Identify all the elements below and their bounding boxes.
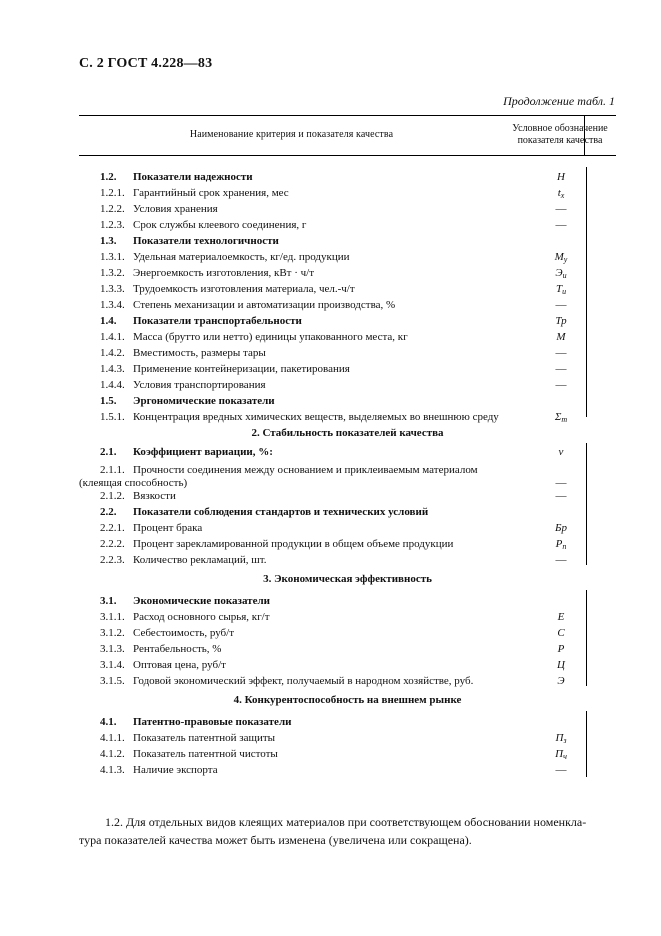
row-label: Коэффициент вариации, %: (133, 446, 273, 458)
symbol-subscript: у (563, 255, 568, 264)
row-label: Патентно-правовые показатели (133, 716, 292, 728)
row-label: Применение контейнеризации, пакетирования (133, 363, 350, 375)
row-symbol (537, 490, 585, 503)
table-continuation-label: Продолжение табл. 1 (503, 94, 615, 108)
row-label: Годовой экономический эффект, получаемый в народном хозяйстве, руб. (133, 675, 474, 687)
row-number: 3.1. (100, 595, 117, 607)
symbol-subscript: з (563, 736, 567, 745)
row-label: Количество рекламаций, шт. (133, 554, 267, 566)
symbol-main: П (555, 748, 564, 760)
symbol-main: С (557, 627, 565, 639)
symbol-main: П (555, 732, 564, 744)
row-symbol (537, 171, 585, 184)
symbol-main: — (555, 554, 567, 566)
row-label: Оптовая цена, руб/т (133, 659, 226, 671)
row-number: 1.2. (100, 171, 117, 183)
symbol-main: Н (557, 171, 565, 183)
row-number: 3.1.2. (100, 627, 125, 639)
row-number: 1.4. (100, 315, 117, 327)
row-number: 4.1.2. (100, 748, 125, 760)
row-label: Условия транспортирования (133, 379, 266, 391)
row-symbol (537, 315, 585, 328)
row-symbol (537, 627, 585, 640)
symbol-main: Тр (555, 315, 567, 327)
row-number: 1.2.2. (100, 203, 125, 215)
column-divider (586, 443, 587, 565)
footnote-paragraph (79, 813, 616, 849)
table-top-rule (79, 115, 616, 116)
column-divider (586, 167, 587, 417)
row-symbol (537, 203, 585, 216)
symbol-main: — (555, 477, 567, 489)
row-number: 1.4.1. (100, 331, 125, 343)
column-header-symbol-line2: показателя качества (517, 135, 603, 146)
row-number: 1.3.4. (100, 299, 125, 311)
symbol-subscript: и (562, 287, 567, 296)
symbol-main: — (555, 490, 567, 502)
row-number: 4.1. (100, 716, 117, 728)
row-symbol (537, 251, 585, 264)
row-label: Энергоемкость изготовления, кВт · ч/т (133, 267, 315, 279)
symbol-main: — (555, 219, 567, 231)
row-label: Вязкости (133, 490, 176, 502)
symbol-main: — (555, 299, 567, 311)
row-label: Рентабельность, % (133, 643, 222, 655)
row-label: Срок службы клеевого соединения, г (133, 219, 307, 231)
row-symbol (537, 363, 585, 376)
column-divider (586, 711, 587, 777)
row-number: 1.3.1. (100, 251, 125, 263)
row-symbol (537, 643, 585, 656)
row-symbol (537, 675, 585, 688)
row-label: Гарантийный срок хранения, мес (133, 187, 289, 199)
symbol-subscript: ч (563, 752, 567, 761)
row-number: 1.4.3. (100, 363, 125, 375)
row-number: 3.1.5. (100, 675, 125, 687)
symbol-main: Э (555, 267, 563, 279)
row-label: Показатели надежности (133, 171, 253, 183)
row-symbol (537, 732, 585, 745)
page-header: С. 2 ГОСТ 4.228—83 (79, 56, 213, 71)
row-number: 1.3. (100, 235, 117, 247)
row-number: 3.1.3. (100, 643, 125, 655)
row-label: Расход основного сырья, кг/т (133, 611, 270, 623)
row-label-continuation: (клеящая способность) (79, 477, 188, 489)
symbol-main: Р (557, 643, 565, 655)
column-header-symbol-line1: Условное обозначение (512, 123, 608, 134)
row-label: Трудоемкость изготовления материала, чел.-ч/т (133, 283, 355, 295)
symbol-main: Р (555, 538, 563, 550)
row-number: 2.1. (100, 446, 117, 458)
row-symbol (537, 267, 585, 280)
symbol-main: Э (557, 675, 565, 687)
symbol-main: Ц (557, 659, 565, 671)
symbol-main: М (556, 331, 566, 343)
row-symbol (537, 477, 585, 490)
symbol-subscript: и (562, 271, 567, 280)
row-label: Процент брака (133, 522, 203, 534)
row-label: Степень механизации и автоматизации производства, % (133, 299, 396, 311)
row-symbol (537, 522, 585, 535)
row-number: 1.4.2. (100, 347, 125, 359)
section-title: 4. Конкурентоспособность на внешнем рынке (233, 694, 462, 706)
row-number: 1.4.4. (100, 379, 125, 391)
row-number: 2.2.1. (100, 522, 125, 534)
row-symbol (537, 347, 585, 360)
row-number: 2.2. (100, 506, 117, 518)
row-label: Показатель патентной чистоты (133, 748, 278, 760)
symbol-subscript: т (561, 415, 568, 424)
row-symbol (537, 611, 585, 624)
row-number: 1.5. (100, 395, 117, 407)
symbol-main: — (555, 379, 567, 391)
row-label: Себестоимость, руб/т (133, 627, 235, 639)
row-label: Показатели технологичности (133, 235, 279, 247)
symbol-subscript: п (562, 542, 567, 551)
row-number: 2.1.1. (100, 464, 125, 476)
row-label: Условия хранения (133, 203, 218, 215)
row-label: Экономические показатели (133, 595, 270, 607)
footnote-line: тура показателей качества может быть изменена (увеличена или сокращена). (79, 833, 472, 847)
symbol-main: — (555, 764, 567, 776)
row-symbol (537, 659, 585, 672)
section-title: 2. Стабильность показателей качества (251, 427, 444, 439)
row-label: Эргономические показатели (133, 395, 275, 407)
row-label: Масса (брутто или нетто) единицы упакованного места, кг (133, 331, 408, 343)
symbol-main: t (557, 187, 561, 199)
row-number: 1.2.3. (100, 219, 125, 231)
row-symbol (537, 219, 585, 232)
row-label: Прочности соединения между основанием и приклеиваемым материалом (133, 464, 478, 476)
symbol-main: — (555, 347, 567, 359)
symbol-main: Т (555, 283, 563, 295)
row-number: 4.1.1. (100, 732, 125, 744)
row-number: 2.2.3. (100, 554, 125, 566)
table-header-rule (79, 155, 616, 156)
row-label: Удельная материалоемкость, кг/ед. продукции (133, 251, 350, 263)
row-number: 2.1.2. (100, 490, 125, 502)
row-symbol (537, 187, 585, 200)
symbol-main: М (554, 251, 564, 263)
row-symbol (537, 331, 585, 344)
column-header-symbol (504, 123, 616, 147)
row-label: Вместимость, размеры тары (133, 347, 266, 359)
row-symbol (537, 764, 585, 777)
symbol-main: Е (557, 611, 565, 623)
row-number: 4.1.3. (100, 764, 125, 776)
row-symbol (537, 748, 585, 761)
row-number: 1.3.2. (100, 267, 125, 279)
column-header-name: Наименование критерия и показателя качества (189, 129, 394, 140)
row-label: Наличие экспорта (133, 764, 218, 776)
symbol-main: — (555, 363, 567, 375)
column-divider (586, 590, 587, 686)
row-symbol (537, 379, 585, 392)
row-label: Показатели транспортабельности (133, 315, 302, 327)
row-symbol (537, 554, 585, 567)
row-label: Показатели соблюдения стандартов и технических условий (133, 506, 429, 518)
symbol-main: Σ (554, 411, 562, 423)
row-number: 2.2.2. (100, 538, 125, 550)
row-number: 1.2.1. (100, 187, 125, 199)
symbol-main: v (558, 446, 564, 458)
row-symbol (537, 283, 585, 296)
footnote-line: 1.2. Для отдельных видов клеящих материалов при соответствующем обосновании номенкла- (105, 815, 587, 829)
symbol-main: — (555, 203, 567, 215)
row-label: Процент зарекламированной продукции в общем объеме продукции (133, 538, 454, 550)
row-symbol (537, 299, 585, 312)
row-label: Показатель патентной защиты (133, 732, 276, 744)
symbol-main: Бр (555, 522, 567, 534)
row-symbol (537, 446, 585, 459)
row-number: 3.1.1. (100, 611, 125, 623)
row-symbol (537, 538, 585, 551)
row-label: Концентрация вредных химических веществ, выделяемых во внешнюю среду (133, 411, 499, 423)
row-number: 1.5.1. (100, 411, 125, 423)
symbol-subscript: x (560, 191, 565, 200)
row-number: 3.1.4. (100, 659, 125, 671)
section-title: 3. Экономическая эффективность (263, 573, 432, 585)
row-number: 1.3.3. (100, 283, 125, 295)
header-column-divider (584, 115, 585, 155)
row-symbol (537, 411, 585, 424)
